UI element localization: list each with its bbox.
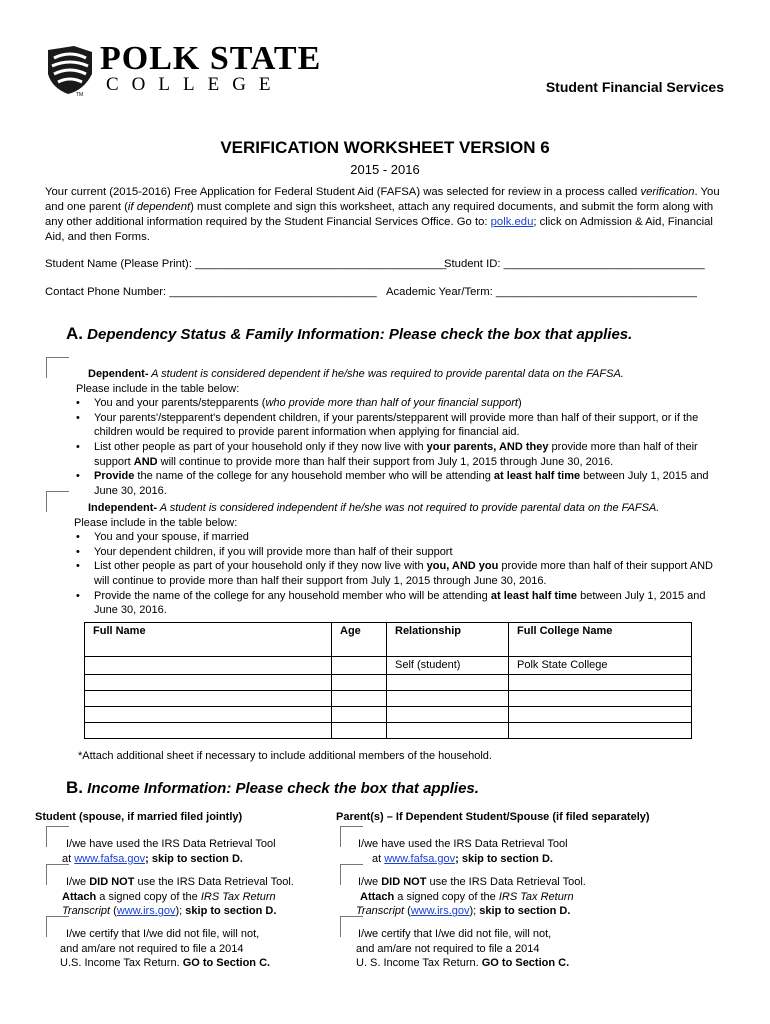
section-b-heading: B. Income Information: Please check the box that applies. [66,778,479,797]
list-item: • You and your parents/stepparents (who provide more than half of your financial support) [74,396,726,411]
student-column-heading: Student (spouse, if married filed jointly) [35,811,243,823]
household-table [84,622,692,739]
table-row [85,675,692,691]
award-year: 2015 - 2016 [350,162,420,177]
list-item: • You and your spouse, if married [74,530,726,545]
fafsa-link[interactable]: www.fafsa.gov [74,852,146,865]
table-cell[interactable] [332,657,387,675]
shield-logo-icon [44,44,96,96]
independent-block: Independent- A student is considered independent if he/she was not required to provide parental data on the FAFSA. Please include in the table below: • You and your spouse, if married • Your dependent children, if you will provide more than half of their support • List other people as part of your household only if they now live with you, AND you provide more than half of their support AND will continue to provide more than half their support from July 1, 2015 through June 30, 2016. • Provide the name of the college for any household member who will be attending at least half time between July 1, 2015 and June 30, 2016. [74,501,726,618]
list-item: • List other people as part of your household only if they now live with you, AND you provide more than half of their support AND will continue to provide more than half their support from July 1, 2015 through June 30, 2016. [74,559,726,588]
student-option-drt: I/we have used the IRS Data Retrieval Tool at www.fafsa.gov; skip to section D. [62,838,276,865]
table-cell[interactable] [332,675,387,691]
parent-option-no-drt: I/we DID NOT use the IRS Data Retrieval Tool. Attach a signed copy of the IRS Tax Return Transcript (www.irs.gov); skip to section D. [356,876,586,918]
page-title: VERIFICATION WORKSHEET VERSION 6 [220,138,550,157]
college-logo [44,40,344,100]
logo-line2: COLLEGE [106,74,284,95]
table-cell[interactable] [509,707,692,723]
irs-link[interactable]: www.irs.gov [116,905,176,918]
table-row [85,691,692,707]
table-cell[interactable] [387,707,509,723]
student-option-no-file: I/we certify that I/we did not file, will not, and am/are not required to file a 2014 U.S. Income Tax Return. GO to Section C. [60,928,271,970]
table-header-row [85,623,692,657]
table-row [85,723,692,739]
table-cell[interactable] [387,723,509,739]
table-cell[interactable] [85,675,332,691]
section-a-heading: A. Dependency Status & Family Information: Please check the box that applies. [66,324,633,343]
irs-link-parent[interactable]: www.irs.gov [410,905,470,918]
department-name: Student Financial Services [545,79,724,95]
logo-line1: POLK STATE [100,40,322,77]
col-relationship: Relationship [387,623,509,657]
fafsa-link-parent[interactable]: www.fafsa.gov [384,852,456,865]
list-item: • List other people as part of your household only if they now live with your parents, AND they provide more than half of their support AND will continue to provide more than half their support from July 1, 2015 through June 30, 2016. [74,440,726,469]
table-cell[interactable] [85,691,332,707]
parent-option-drt: I/we have used the IRS Data Retrieval Tool at www.fafsa.gov; skip to section D. [358,838,568,865]
table-cell[interactable]: Self (student) [387,657,509,675]
intro-paragraph: Your current (2015-2016) Free Application for Federal Student Aid (FAFSA) was selected for review in a process called verification. You and one parent (if dependent) must complete and sign this worksheet, attach any required documents, and submit the form along with any other additional information required by the Student Financial Services Office. Go to: polk.edu; click on Admission & Aid, Financial Aid, and then Forms. [45,186,720,243]
parent-option-no-file: I/we certify that I/we did not file, will not, and am/are not required to file a 2014 U. S. Income Tax Return. GO to Section C. [356,928,570,970]
dependent-block: Dependent- A student is considered dependent if he/she was required to provide parental data on the FAFSA. Please include in the table below: • You and your parents/stepparents (who provide more than half of your financial support) • Your parents'/stepparent's dependent children, if your parents/stepparent will provide more than half of their support, or if the children would be required to provide parent information when applying for financial aid. • List other people as part of your household only if they now live with your parents, AND they provide more than half of their support AND will continue to provide more than half their support from July 1, 2015 through June 30, 2016. • Provide the name of the college for any household member who will be attending at least half time between July 1, 2015 and June 30, 2016. [74,367,726,498]
polk-link[interactable]: polk.edu [490,216,534,228]
parent-column-heading: Parent(s) – If Dependent Student/Spouse (if filed separately) [336,811,650,823]
contact-phone-field[interactable]: Contact Phone Number: _________________________________ [45,286,377,298]
table-cell[interactable] [85,657,332,675]
table-cell[interactable] [332,707,387,723]
academic-year-field[interactable]: Academic Year/Term: ________________________________ [386,286,697,298]
table-cell[interactable] [509,691,692,707]
independent-checkbox[interactable] [46,491,69,512]
table-cell[interactable] [332,691,387,707]
table-cell[interactable] [332,723,387,739]
student-name-field[interactable]: Student Name (Please Print): ________________________________________ [45,258,447,270]
col-full-name: Full Name [85,623,332,657]
trademark: TM [76,92,84,98]
table-cell[interactable] [85,723,332,739]
table-row [85,707,692,723]
student-option-no-drt: I/we DID NOT use the IRS Data Retrieval Tool. Attach a signed copy of the IRS Tax Return Transcript (www.irs.gov); skip to section D. [62,876,294,918]
list-item: • Provide the name of the college for any household member who will be attending at least half time between July 1, 2015 and June 30, 2016. [74,589,726,618]
col-age: Age [332,623,387,657]
table-cell[interactable] [387,691,509,707]
list-item: • Provide the name of the college for any household member who will be attending at least half time between July 1, 2015 and June 30, 2016. [74,469,726,498]
table-row [85,657,692,675]
table-cell[interactable]: Polk State College [509,657,692,675]
table-cell[interactable] [509,675,692,691]
table-cell[interactable] [509,723,692,739]
student-id-field[interactable]: Student ID: ________________________________ [444,258,705,270]
household-note: *Attach additional sheet if necessary to include additional members of the household. [78,750,492,762]
table-cell[interactable] [387,675,509,691]
table-cell[interactable] [85,707,332,723]
col-college: Full College Name [509,623,692,657]
list-item: • Your dependent children, if you will provide more than half of their support [74,545,726,560]
list-item: • Your parents'/stepparent's dependent children, if your parents/stepparent will provide more than half of their support, or if the children would be required to provide parent information when applying for financial aid. [74,411,726,440]
dependent-checkbox[interactable] [46,357,69,378]
